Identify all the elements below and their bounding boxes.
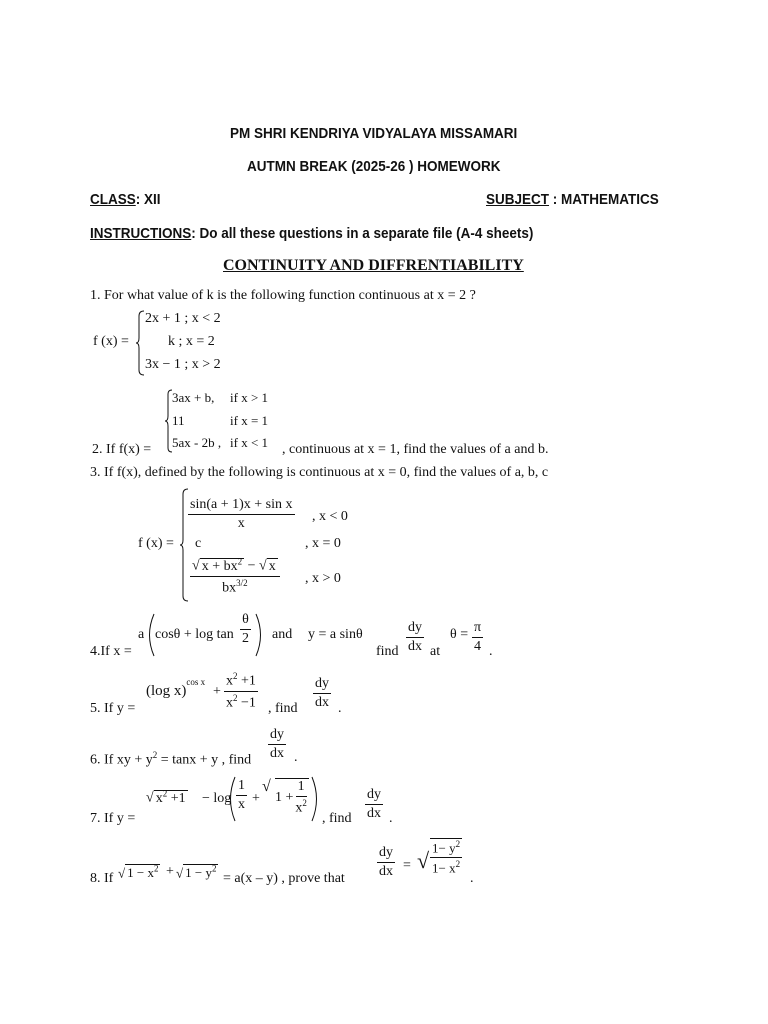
q4-inner: cosθ + log tan [155,627,234,642]
q5-prefix: 5. If y = [90,701,136,716]
q7-prefix: 7. If y = [90,811,136,826]
q3-case-3-frac [190,556,280,597]
q7-dy: dy [365,787,383,805]
q5-find: , find [268,701,298,716]
q7-dx: dx [367,806,381,822]
q8-den: $1- x^2$ [432,859,461,876]
q3-num-b: − [244,558,259,574]
school-name: PM SHRI KENDRIYA VIDYALAYA MISSAMARI [230,125,518,142]
q4-theta-frac [240,612,251,647]
q5-frac [224,671,258,712]
q8-plus: + [166,864,174,879]
q2-case-3-expr: 5ax - 2b , [172,435,222,450]
q4-and: and [272,627,293,642]
q4-four: 4 [474,639,482,655]
instructions-line [90,225,533,242]
q5-end: . [338,701,342,716]
q6-dx: dx [270,746,284,762]
q4-find: find [376,644,399,659]
q7-dydx [365,787,383,822]
q5-plus: + [213,684,221,699]
q5-dx: dx [315,695,329,711]
q7-inner-den: $x^2$ [295,798,307,816]
class-value: : XII [135,191,161,208]
q3-case-1-den: x [237,516,245,532]
class-line [90,191,161,208]
q3-num-a: x + bx [201,558,238,574]
instructions-text: : Do all these questions in a separate file (A-4 sheets) [191,225,534,242]
q8-num: $1- y^2$ [430,839,462,858]
q1-text: 1. For what value of k is the following function continuous at x = 2 ? [90,288,476,303]
q7-root-sign: √ [262,778,271,795]
q8-dy: dy [377,845,395,863]
q4-at: at [430,644,441,659]
q3-lhs: f (x) = [138,536,174,551]
q4-theta-eq: θ = [450,627,469,642]
q1-lhs: f (x) = [93,334,129,349]
q8-root-2: √ $1 - y^2$ [176,864,217,881]
q2-case-1-cond: if x > 1 [230,390,269,405]
q6-text: 6. If xy + $y^2 = \tan x + y$ , find [90,750,252,768]
q4-paren-right [254,613,268,657]
homework-title: AUTMN BREAK (2025-26 ) HOMEWORK [247,158,501,175]
q5-base [146,677,206,700]
q7-find: , find [322,811,352,826]
q8-eq: = [403,858,411,873]
q6-end: . [294,750,298,765]
q6-dydx [268,727,286,762]
q3-case-3-den: $bx^{3/2}$ [222,577,248,596]
q3-case-1-num: sin(a + 1)x + sin x [188,497,295,515]
q7-root: √ $x^2 +1$ [146,788,186,806]
q2-suffix: , continuous at x = 1, find the values of a and b. [282,442,549,457]
q3-case-2-cond: , x = 0 [305,536,341,551]
class-label: CLASS [90,191,136,208]
q8-dx: dx [379,864,393,880]
q4-y-expr: y = a sinθ [308,627,363,642]
q4-pi: π [472,620,483,638]
q3-text: 3. If f(x), defined by the following is continuous at x = 0, find the values of a, b, c [90,465,549,480]
q3-case-2-expr: c [195,536,202,551]
q3-case-1-frac [188,497,295,532]
subject-line [486,191,659,208]
q7-end: . [389,811,393,826]
q2-case-2-cond: if x = 1 [230,413,269,428]
q5-exp: cos x [186,677,206,687]
q5-dydx [313,676,331,711]
q4-dy: dy [406,620,424,638]
q8-dydx [377,845,395,880]
q8-root-1: √ $1 - x^2$ [118,864,159,881]
instructions-label: INSTRUCTIONS [90,225,192,242]
q7-one: 1 [236,778,247,796]
q3-num-sup: 2 [237,556,243,566]
q1-case-2: k ; x = 2 [168,334,215,349]
q7-inner-num: 1 [296,779,307,797]
q7-minus-log: − log [202,791,232,806]
q7-frac-1x [236,778,247,813]
q4-a: a [138,627,145,642]
q4-dydx [406,620,424,655]
q1-case-1: 2x + 1 ; x < 2 [145,311,221,326]
q2-case-1-expr: 3ax + b, [172,390,215,405]
q6-dy: dy [268,727,286,745]
q4-dx: dx [408,639,422,655]
q3-case-3-num: √ $x + bx^2$ − √ x [190,556,280,577]
q8-root-big: √ [417,848,430,873]
q3-num-c: x [268,558,276,574]
section-title: CONTINUITY AND DIFFRENTIABILITY [223,257,524,274]
q4-two: 2 [242,631,249,647]
subject-label: SUBJECT [486,191,550,208]
q8-rhs: = a(x – y) , prove that [223,871,345,886]
q3-case-3-cond: , x > 0 [305,571,341,586]
q5-base-text: (log x) [146,683,187,699]
q5-num: $x^2 +1$ [224,671,258,692]
q4-pi-frac [472,620,483,655]
q2-prefix: 2. If f(x) = [92,442,152,457]
q8-end: . [470,871,474,886]
q4-theta: θ [240,612,251,630]
q8-frac [430,838,462,877]
q7-x: x [238,797,245,813]
subject-value: : MATHEMATICS [549,191,659,208]
q7-inner: 1 + $\frac{1}{x^2}$ [275,779,307,816]
q4-prefix: 4.If x = [90,644,132,659]
q4-end: . [489,644,493,659]
q5-dy: dy [313,676,331,694]
q3-sqrt-a [200,558,244,574]
q2-case-2-expr: 11 [172,413,185,428]
q8-prefix: 8. If [90,871,114,886]
q2-case-3-cond: if x < 1 [230,435,269,450]
q1-case-3: 3x − 1 ; x > 2 [145,357,221,372]
q7-plus: + [252,791,260,806]
q3-case-1-cond: , x < 0 [312,509,348,524]
q5-den: $x^2 -1$ [226,692,256,711]
